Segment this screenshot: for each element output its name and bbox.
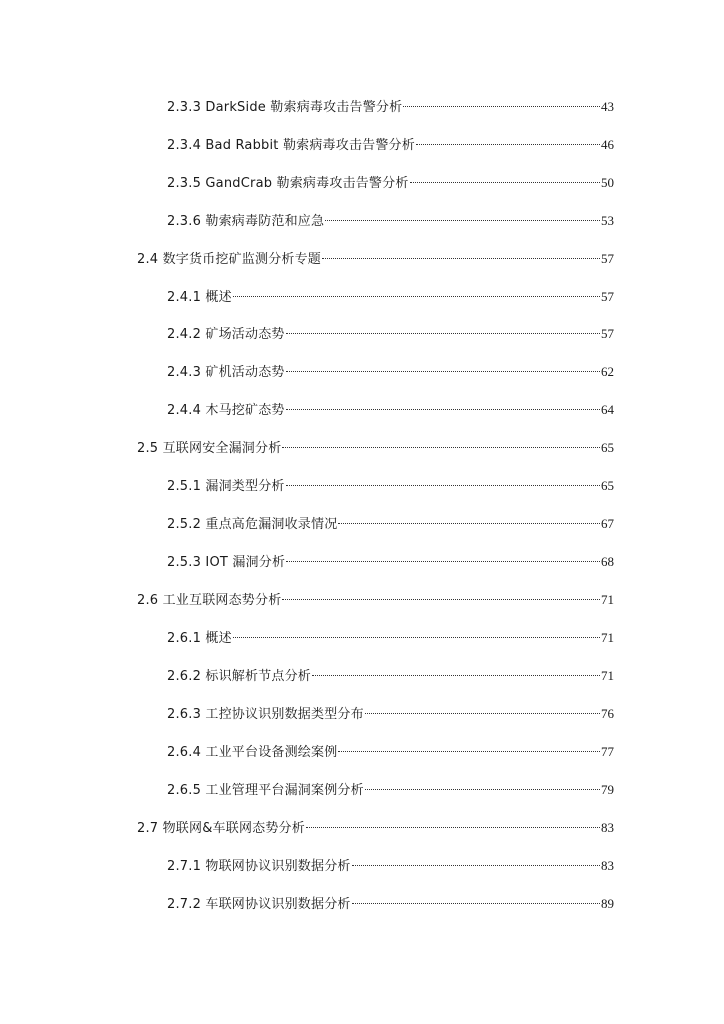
- dot-leader: [286, 561, 600, 562]
- toc-page-number: 46: [601, 137, 614, 152]
- toc-entry-title: 2.3.4 Bad Rabbit 勒索病毒攻击告警分析: [167, 138, 415, 153]
- toc-entry-title: 2.6.2 标识解析节点分析: [167, 669, 312, 684]
- toc-entry-title: 2.4.2 矿场活动态势: [167, 327, 285, 342]
- toc-entry[interactable]: [167, 855, 614, 877]
- dot-leader: [306, 827, 600, 828]
- toc-page-number: 71: [601, 592, 614, 607]
- toc-entry-title: 2.3.3 DarkSide 勒索病毒攻击告警分析: [167, 100, 403, 115]
- toc-entry[interactable]: [167, 513, 614, 535]
- toc-entry[interactable]: [167, 665, 614, 687]
- dot-leader: [403, 106, 600, 107]
- toc-entry[interactable]: [137, 248, 614, 270]
- toc-entry-title: 2.6.4 工业平台设备测绘案例: [167, 745, 338, 760]
- toc-page-number: 57: [601, 289, 614, 304]
- toc-entry-title: 2.5.3 IOT 漏洞分析: [167, 555, 286, 570]
- toc-entry[interactable]: [167, 286, 614, 308]
- toc-entry-title: 2.4.1 概述: [167, 290, 232, 305]
- toc-entry-title: 2.7 物联网&车联网态势分析: [137, 821, 305, 836]
- toc-entry[interactable]: [167, 893, 614, 915]
- toc-page-number: 68: [601, 554, 614, 569]
- toc-entry[interactable]: [167, 779, 614, 801]
- dot-leader: [410, 182, 600, 183]
- toc-entry-title: 2.6.5 工业管理平台漏洞案例分析: [167, 783, 364, 798]
- toc-page-number: 62: [601, 364, 614, 379]
- toc-entry[interactable]: [167, 96, 614, 118]
- toc-entry-title: 2.6.3 工控协议识别数据类型分布: [167, 707, 364, 722]
- toc-page-number: 71: [601, 630, 614, 645]
- toc-entry[interactable]: [167, 399, 614, 421]
- toc-page-number: 89: [601, 896, 614, 911]
- toc-entry-title: 2.4.4 木马挖矿态势: [167, 403, 285, 418]
- toc-entry-title: 2.3.6 勒索病毒防范和应急: [167, 214, 325, 229]
- toc-entry[interactable]: [167, 210, 614, 232]
- dot-leader: [286, 485, 600, 486]
- toc-page-number: 64: [601, 402, 614, 417]
- toc-entry[interactable]: [137, 437, 614, 459]
- toc-entry-title: 2.4.3 矿机活动态势: [167, 365, 285, 380]
- toc-entry-title: 2.7.2 车联网协议识别数据分析: [167, 897, 351, 912]
- toc-entry-title: 2.5.1 漏洞类型分析: [167, 479, 285, 494]
- toc-entry-title: 2.7.1 物联网协议识别数据分析: [167, 859, 351, 874]
- toc-entry-title: 2.6 工业互联网态势分析: [137, 593, 282, 608]
- dot-leader: [365, 713, 600, 714]
- toc-page-number: 50: [601, 175, 614, 190]
- toc-entry[interactable]: [167, 741, 614, 763]
- toc-entry[interactable]: [137, 589, 614, 611]
- toc-page-number: 83: [601, 858, 614, 873]
- dot-leader: [282, 599, 600, 600]
- toc-entry[interactable]: [167, 475, 614, 497]
- dot-leader: [352, 865, 600, 866]
- dot-leader: [286, 371, 600, 372]
- toc-page-number: 65: [601, 478, 614, 493]
- dot-leader: [233, 637, 600, 638]
- dot-leader: [416, 144, 600, 145]
- toc-entry[interactable]: [167, 551, 614, 573]
- toc-page-number: 83: [601, 820, 614, 835]
- dot-leader: [286, 333, 600, 334]
- toc-page-number: 76: [601, 706, 614, 721]
- toc-page-number: 65: [601, 440, 614, 455]
- toc-page-number: 57: [601, 251, 614, 266]
- toc-entry[interactable]: [137, 817, 614, 839]
- toc-page-number: 57: [601, 326, 614, 341]
- dot-leader: [365, 789, 600, 790]
- toc-page-number: 67: [601, 516, 614, 531]
- toc-entry-title: 2.5.2 重点高危漏洞收录情况: [167, 517, 338, 532]
- dot-leader: [312, 675, 600, 676]
- dot-leader: [322, 258, 600, 259]
- dot-leader: [282, 447, 600, 448]
- toc-page-number: 53: [601, 213, 614, 228]
- toc-entry-title: 2.5 互联网安全漏洞分析: [137, 441, 282, 456]
- toc-entry-title: 2.6.1 概述: [167, 631, 232, 646]
- dot-leader: [286, 409, 600, 410]
- toc-page-number: 79: [601, 782, 614, 797]
- toc-entry-title: 2.3.5 GandCrab 勒索病毒攻击告警分析: [167, 176, 409, 191]
- toc-entry[interactable]: [167, 172, 614, 194]
- toc-entry[interactable]: [167, 134, 614, 156]
- dot-leader: [338, 751, 600, 752]
- toc-entry[interactable]: [167, 323, 614, 345]
- dot-leader: [233, 296, 600, 297]
- toc-page-number: 77: [601, 744, 614, 759]
- toc-entry-title: 2.4 数字货币挖矿监测分析专题: [137, 252, 322, 267]
- dot-leader: [352, 903, 600, 904]
- dot-leader: [325, 220, 600, 221]
- toc-entry[interactable]: [167, 627, 614, 649]
- dot-leader: [338, 523, 600, 524]
- toc-page-number: 43: [601, 99, 614, 114]
- toc-entry[interactable]: [167, 361, 614, 383]
- toc-page-number: 71: [601, 668, 614, 683]
- toc-entry[interactable]: [167, 703, 614, 725]
